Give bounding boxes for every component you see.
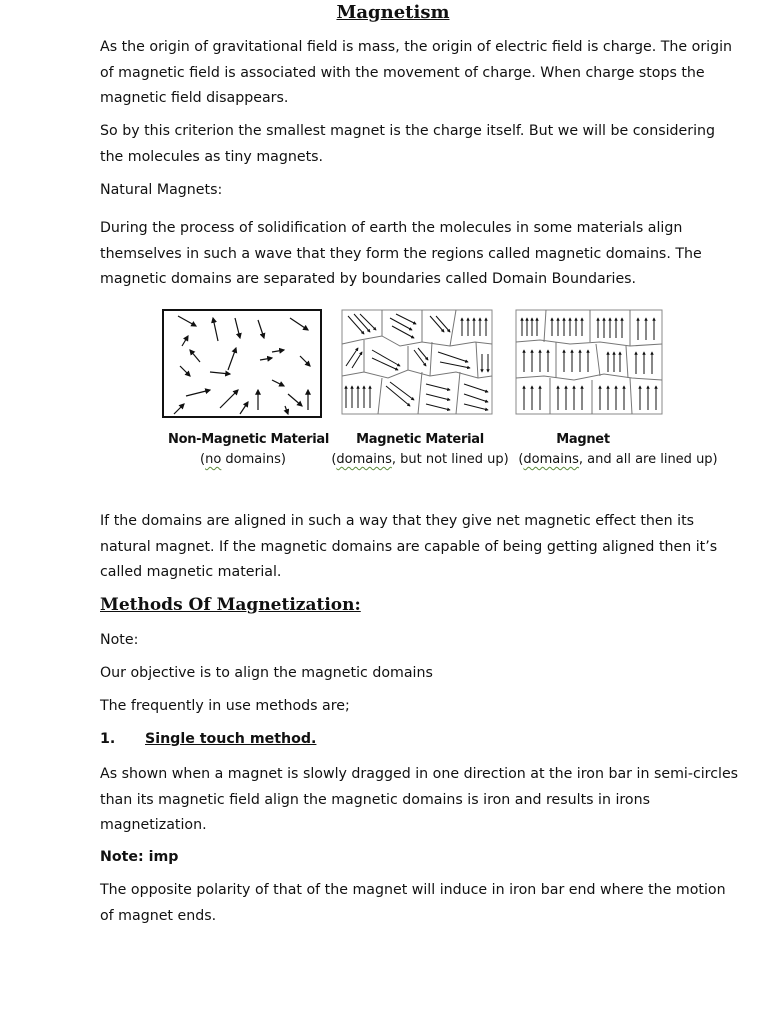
caption-magnetic-material-note: (domains, but not lined up)	[331, 452, 509, 467]
objective-text: Our objective is to align the magnetic domains	[100, 665, 433, 681]
method-1-title: Single touch method.	[145, 731, 317, 747]
intro-paragraph-2: So by this criterion the smallest magnet is the charge itself. But we will be considering the molecules as tiny magnets.	[100, 123, 716, 165]
note-label: Note:	[100, 632, 139, 648]
caption-magnet: Magnet	[556, 432, 610, 447]
method-1-paragraph: As shown when a magnet is slowly dragged in one direction at the iron bar in semi-circles than its magnetic field align the magnetic domains is iron and results in irons magnetization.	[100, 766, 739, 833]
method-1-number: 1.	[100, 731, 116, 747]
natural-magnets-heading: Natural Magnets:	[100, 182, 223, 198]
page-title: Magnetism	[336, 2, 450, 23]
methods-heading: Methods Of Magnetization:	[100, 595, 361, 615]
domains-figure	[160, 306, 670, 418]
domains-paragraph: During the process of solidification of earth the molecules in some materials align themselves in such a wave that they form the regions called magnetic domains. The magnetic domains are separated by boundaries called Domain Boundaries.	[100, 220, 702, 287]
caption-non-magnetic-note: (no domains)	[200, 452, 286, 467]
magnet-panel	[516, 310, 662, 414]
caption-non-magnetic: Non-Magnetic Material	[168, 432, 329, 447]
frequent-methods-text: The frequently in use methods are;	[100, 698, 350, 714]
non-magnetic-panel	[163, 310, 321, 417]
note-imp: Note: imp	[100, 849, 179, 865]
caption-magnetic-material: Magnetic Material	[356, 432, 484, 447]
polarity-paragraph: The opposite polarity of that of the magnet will induce in iron bar end where the motion of magnet ends.	[100, 882, 726, 924]
caption-magnet-note: (domains, and all are lined up)	[518, 452, 718, 467]
domains-diagram	[160, 306, 670, 418]
magnetic-material-panel	[342, 310, 492, 414]
aligned-paragraph: If the domains are aligned in such a way that they give net magnetic effect then its natural magnet. If the magnetic domains are capable of being getting aligned then it’s called magnetic material.	[100, 513, 718, 580]
intro-paragraph-1: As the origin of gravitational field is mass, the origin of electric field is charge. The origin of magnetic field is associated with the movement of charge. When charge stops the magnetic field disappears.	[100, 39, 733, 106]
